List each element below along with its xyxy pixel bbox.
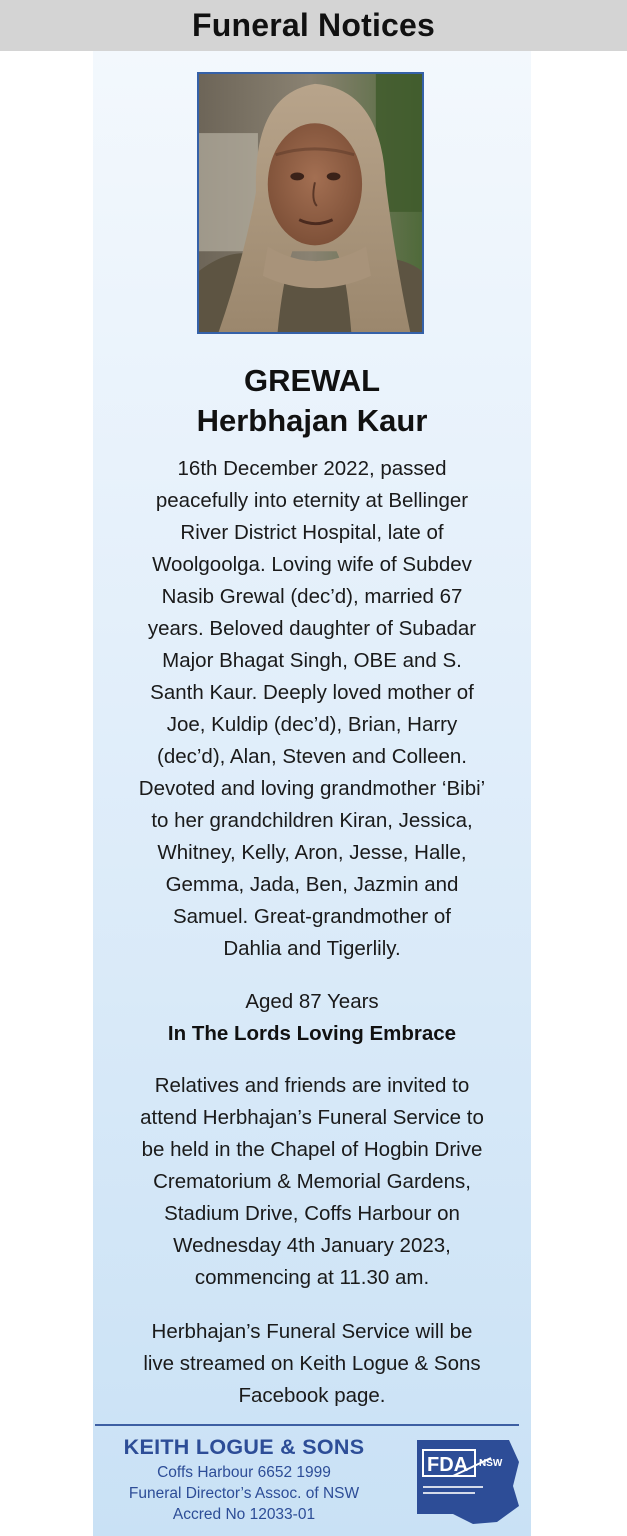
- notice-line: Whitney, Kelly, Aron, Jesse, Halle,: [157, 841, 467, 864]
- notice-line: Joe, Kuldip (dec’d), Brian, Harry: [166, 713, 458, 736]
- notice-line: years. Beloved daughter of Subadar: [147, 617, 477, 640]
- funeral-director-phone: Coffs Harbour 6652 1999: [157, 1464, 331, 1481]
- notice-line: Woolgoolga. Loving wife of Subdev: [152, 553, 472, 576]
- service-line: Relatives and friends are invited to: [154, 1074, 470, 1097]
- notice-line: River District Hospital, late of: [180, 521, 444, 544]
- service-line: Stadium Drive, Coffs Harbour on: [164, 1202, 460, 1225]
- service-line: attend Herbhajan’s Funeral Service to: [140, 1106, 484, 1129]
- embrace-line: In The Lords Loving Embrace: [167, 1022, 457, 1045]
- notice-line: peacefully into eternity at Bellinger: [155, 489, 469, 512]
- notice-line: 16th December 2022, passed: [177, 457, 447, 480]
- funeral-notice: [93, 51, 531, 1536]
- footer-divider: [95, 1424, 519, 1426]
- given-names: Herbhajan Kaur: [196, 403, 428, 438]
- notice-line: Gemma, Jada, Ben, Jazmin and: [165, 873, 459, 896]
- portrait-image: [199, 74, 422, 332]
- fda-nsw-logo: [413, 1436, 523, 1528]
- notice-line: Major Bhagat Singh, OBE and S.: [162, 649, 462, 672]
- notice-line: Nasib Grewal (dec’d), married 67: [161, 585, 463, 608]
- logo-mark: FDA: [427, 1454, 469, 1476]
- service-line: Crematorium & Memorial Gardens,: [153, 1170, 471, 1193]
- notice-body: [103, 453, 521, 965]
- deceased-photo: [197, 72, 424, 334]
- stream-line: Herbhajan’s Funeral Service will be: [151, 1320, 473, 1343]
- notice-line: (dec’d), Alan, Steven and Colleen.: [157, 745, 467, 768]
- service-line: Wednesday 4th January 2023,: [173, 1234, 451, 1257]
- livestream-details: [103, 1316, 521, 1412]
- section-title: Funeral Notices: [191, 7, 436, 43]
- surname: GREWAL: [243, 363, 381, 398]
- section-header: [0, 0, 627, 51]
- service-details: [103, 1070, 521, 1294]
- notice-line: Samuel. Great-grandmother of: [172, 905, 452, 928]
- funeral-director-accreditation: Accred No 12033-01: [172, 1506, 316, 1523]
- funeral-director-association: Funeral Director’s Assoc. of NSW: [128, 1485, 360, 1502]
- service-line: be held in the Chapel of Hogbin Drive: [141, 1138, 483, 1161]
- funeral-director-name: KEITH LOGUE & SONS: [123, 1435, 365, 1459]
- stream-line: Facebook page.: [238, 1384, 386, 1407]
- notice-line: Dahlia and Tigerlily.: [223, 937, 401, 960]
- notice-line: Devoted and loving grandmother ‘Bibi’: [138, 777, 486, 800]
- stream-line: live streamed on Keith Logue & Sons: [143, 1352, 481, 1375]
- notice-line: Santh Kaur. Deeply loved mother of: [150, 681, 474, 704]
- age-line: Aged 87 Years: [245, 990, 379, 1013]
- service-line: commencing at 11.30 am.: [194, 1266, 430, 1289]
- notice-line: to her grandchildren Kiran, Jessica,: [151, 809, 473, 832]
- logo-sub-mark: NSW: [479, 1458, 503, 1469]
